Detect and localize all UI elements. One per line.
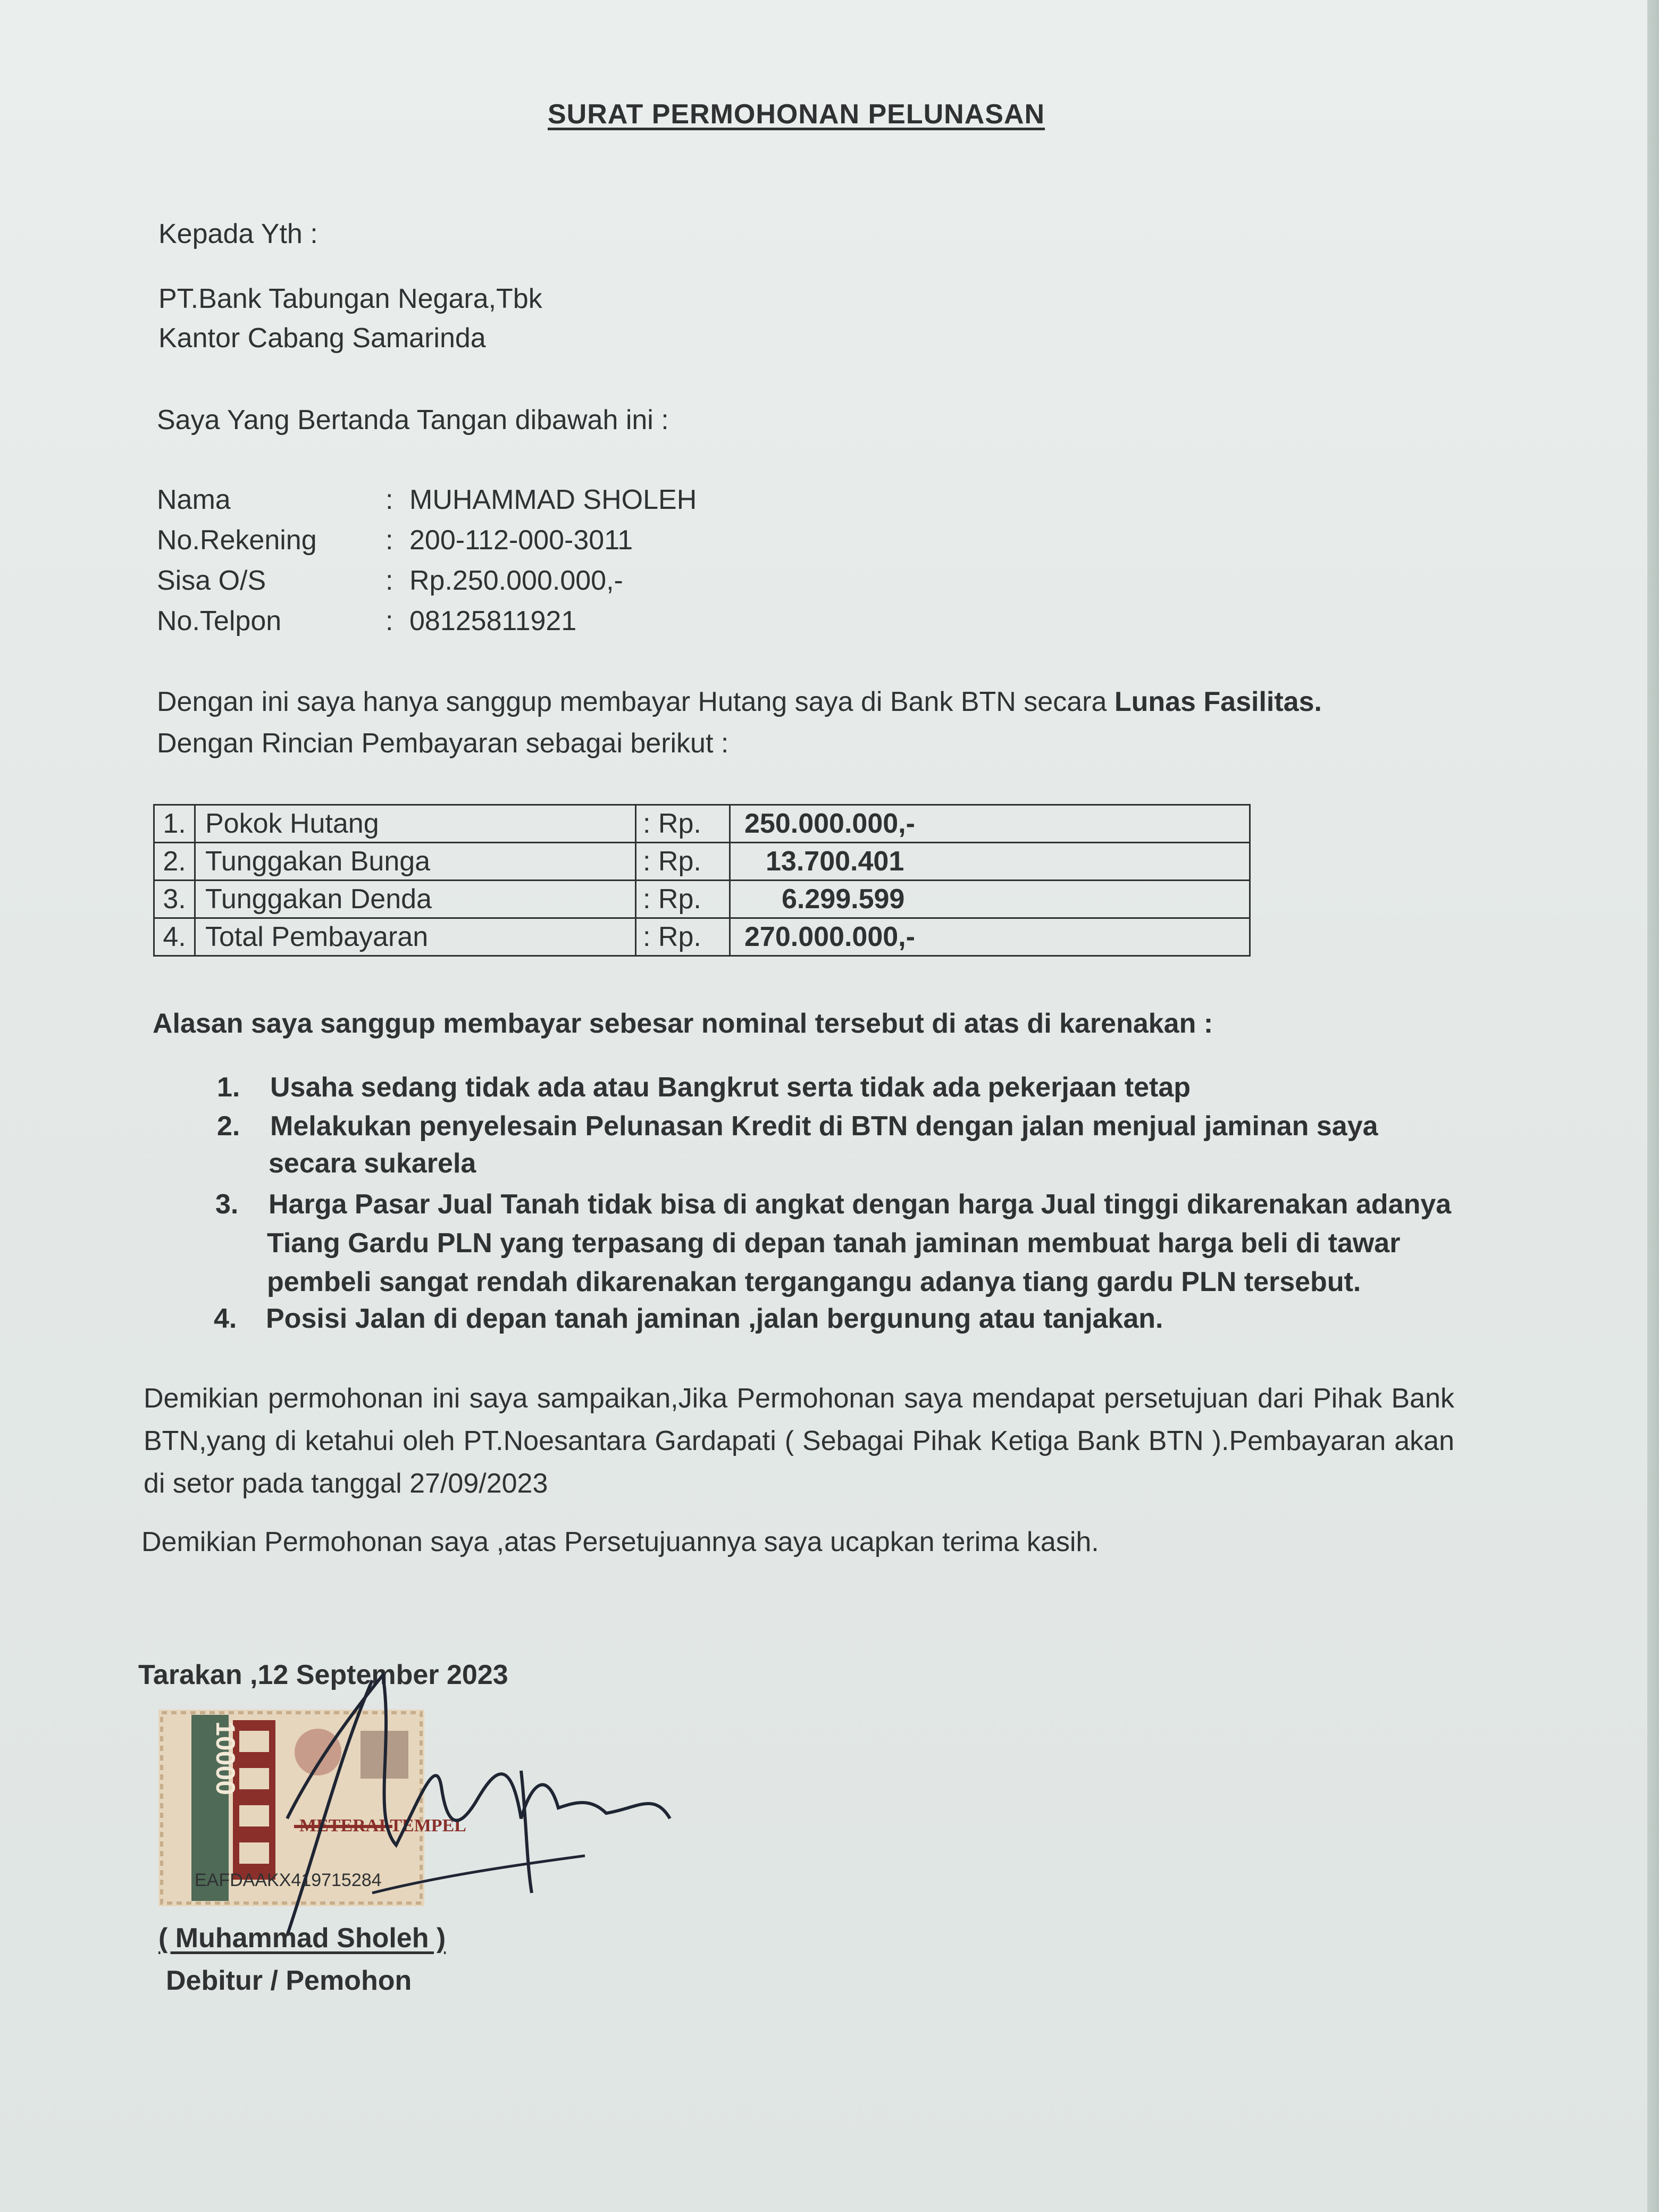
reason-number: 4. [214, 1303, 237, 1334]
reason-number: 2. [217, 1111, 240, 1142]
field-label-rekening: No.Rekening [157, 525, 317, 556]
letter-title: SURAT PERMOHONAN PELUNASAN [548, 99, 1045, 130]
thanks-line: Demikian Permohonan saya ,atas Persetujuannya saya ucapkan terima kasih. [141, 1527, 1099, 1557]
stamp-label: METERAI TEMPEL [299, 1816, 466, 1836]
signer-name: ( Muhammad Sholeh ) [158, 1923, 446, 1954]
row-label: Pokok Hutang [195, 805, 636, 843]
row-number: 1. [154, 805, 195, 843]
row-label: Total Pembayaran [195, 918, 636, 956]
reason-text: Harga Pasar Jual Tanah tidak bisa di angkat dengan harga Jual tinggi dikarenakan adanya [269, 1189, 1452, 1220]
stamp-value: 10000 [211, 1721, 240, 1796]
field-label-nama: Nama [157, 484, 231, 515]
row-currency: : Rp. [636, 918, 730, 956]
row-amount: 270.000.000,- [730, 918, 1250, 956]
row-number: 4. [154, 918, 195, 956]
statement-bold: Lunas Fasilitas. [1114, 686, 1322, 717]
field-value-sisa: Rp.250.000.000,- [409, 565, 623, 596]
row-amount: 13.700.401 [730, 843, 1250, 881]
row-label: Tunggakan Bunga [195, 843, 636, 881]
field-label-sisa: Sisa O/S [157, 565, 266, 596]
recipient-line-2: Kantor Cabang Samarinda [158, 323, 486, 354]
place-date: Tarakan ,12 September 2023 [138, 1660, 508, 1690]
row-amount: 6.299.599 [730, 881, 1250, 918]
reason-heading: Alasan saya sanggup membayar sebesar nominal tersebut di atas di karenakan : [153, 1008, 1213, 1039]
salutation: Kepada Yth : [158, 219, 318, 249]
row-amount: 250.000.000,- [730, 805, 1250, 843]
reason-text: Posisi Jalan di depan tanah jaminan ,jalan bergunung atau tanjakan. [266, 1303, 1163, 1334]
row-currency: : Rp. [636, 805, 730, 843]
row-number: 2. [154, 843, 195, 881]
field-colon: : [386, 565, 393, 596]
row-number: 3. [154, 881, 195, 918]
statement-line-2: Dengan Rincian Pembayaran sebagai berikut : [157, 728, 729, 759]
reason-text: secara sukarela [269, 1148, 476, 1179]
reason-text: pembeli sangat rendah dikarenakan tergangangu adanya tiang gardu PLN tersebut. [267, 1267, 1361, 1297]
field-colon: : [386, 484, 393, 515]
statement-prefix: Dengan ini saya hanya sanggup membayar Hutang saya di Bank BTN secara [157, 686, 1115, 717]
reason-number: 1. [217, 1072, 240, 1103]
row-currency: : Rp. [636, 881, 730, 918]
row-currency: : Rp. [636, 843, 730, 881]
reason-text: Tiang Gardu PLN yang terpasang di depan tanah jaminan membuat harga beli di tawar [267, 1228, 1401, 1259]
closing-paragraph: Demikian permohonan ini saya sampaikan,Jika Permohonan saya mendapat persetujuan dari Pihak Bank BTN,yang di ketahui oleh PT.Noesantara Gardapati ( Sebagai Pihak Ketiga Bank BTN ).Pembayaran akan di setor pada tanggal 27/09/2023 [144, 1383, 1454, 1499]
intro-text: Saya Yang Bertanda Tangan dibawah ini : [157, 405, 669, 435]
recipient-line-1: PT.Bank Tabungan Negara,Tbk [158, 283, 542, 314]
reason-text: Melakukan penyelesain Pelunasan Kredit di BTN dengan jalan menjual jaminan saya [270, 1111, 1378, 1142]
stamp-serial: EAFDAAKX419715284 [195, 1870, 382, 1890]
field-colon: : [386, 606, 393, 636]
reason-text: Usaha sedang tidak ada atau Bangkrut serta tidak ada pekerjaan tetap [270, 1072, 1191, 1103]
field-label-telpon: No.Telpon [157, 606, 282, 636]
signer-role: Debitur / Pemohon [166, 1965, 412, 1996]
row-label: Tunggakan Denda [195, 881, 636, 918]
field-value-rekening: 200-112-000-3011 [409, 525, 633, 556]
field-colon: : [386, 525, 393, 556]
field-value-nama: MUHAMMAD SHOLEH [409, 484, 697, 515]
field-value-telpon: 08125811921 [409, 606, 577, 636]
reason-number: 3. [215, 1189, 239, 1220]
